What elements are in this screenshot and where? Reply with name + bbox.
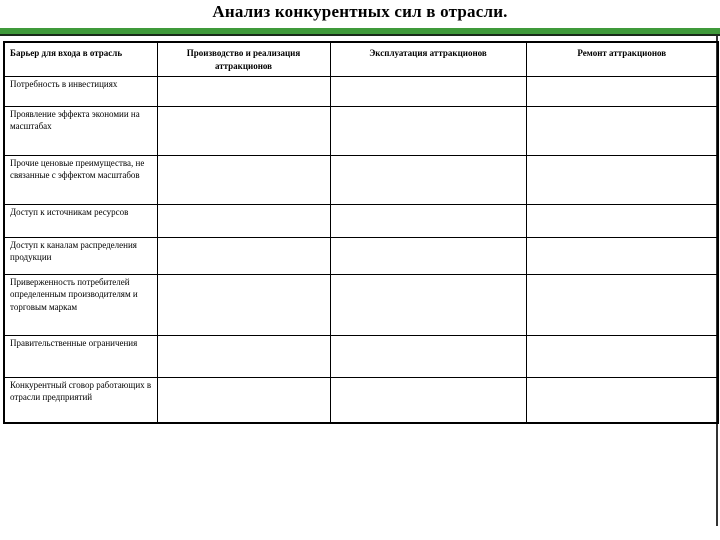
row-label: Потребность в инвестициях [4, 76, 157, 106]
table-cell[interactable] [526, 274, 718, 335]
page-title: Анализ конкурентных сил в отрасли. [212, 2, 508, 21]
table-cell[interactable] [157, 204, 330, 237]
table-cell[interactable] [330, 155, 526, 204]
table-row [4, 274, 718, 335]
table-cell[interactable] [330, 106, 526, 155]
header-operation: Эксплуатация аттракционов [330, 42, 526, 76]
table-cell[interactable] [330, 204, 526, 237]
row-label: Правительственные ограничения [4, 335, 157, 377]
table-cell[interactable] [157, 274, 330, 335]
table-cell[interactable] [526, 76, 718, 106]
row-label: Проявление эффекта экономии на масштабах [4, 106, 157, 155]
table-cell[interactable] [157, 377, 330, 423]
table-cell[interactable] [157, 237, 330, 274]
header-repair: Ремонт аттракционов [526, 42, 718, 76]
table-cell[interactable] [157, 335, 330, 377]
row-label: Доступ к каналам распределения продукции [4, 237, 157, 274]
table-cell[interactable] [330, 76, 526, 106]
table-cell[interactable] [157, 106, 330, 155]
table-cell[interactable] [526, 155, 718, 204]
table-cell[interactable] [526, 237, 718, 274]
header-production: Производство и реализация аттракционов [157, 42, 330, 76]
table-cell[interactable] [526, 335, 718, 377]
table-cell[interactable] [526, 204, 718, 237]
table-row [4, 155, 718, 204]
competitive-forces-table [3, 41, 719, 424]
table-row [4, 204, 718, 237]
table-cell[interactable] [157, 76, 330, 106]
table-cell[interactable] [330, 335, 526, 377]
table-cell[interactable] [157, 155, 330, 204]
table-cell[interactable] [330, 237, 526, 274]
row-label: Конкурентный сговор работающих в отрасли предприятий [4, 377, 157, 423]
row-label: Приверженность потребителей определенным производителям и торговым маркам [4, 274, 157, 335]
row-label: Доступ к источникам ресурсов [4, 204, 157, 237]
table-cell[interactable] [526, 377, 718, 423]
table-cell[interactable] [330, 377, 526, 423]
table-row [4, 377, 718, 423]
table-row [4, 106, 718, 155]
table-header-row [4, 42, 718, 76]
table-cell[interactable] [330, 274, 526, 335]
table-cell[interactable] [526, 106, 718, 155]
row-label: Прочие ценовые преимущества, не связанные с эффектом масштабов [4, 155, 157, 204]
header-entry-barrier: Барьер для входа в отрасль [4, 42, 157, 76]
table-row [4, 76, 718, 106]
table-row [4, 237, 718, 274]
table-row [4, 335, 718, 377]
title-underline-shadow [0, 34, 720, 36]
